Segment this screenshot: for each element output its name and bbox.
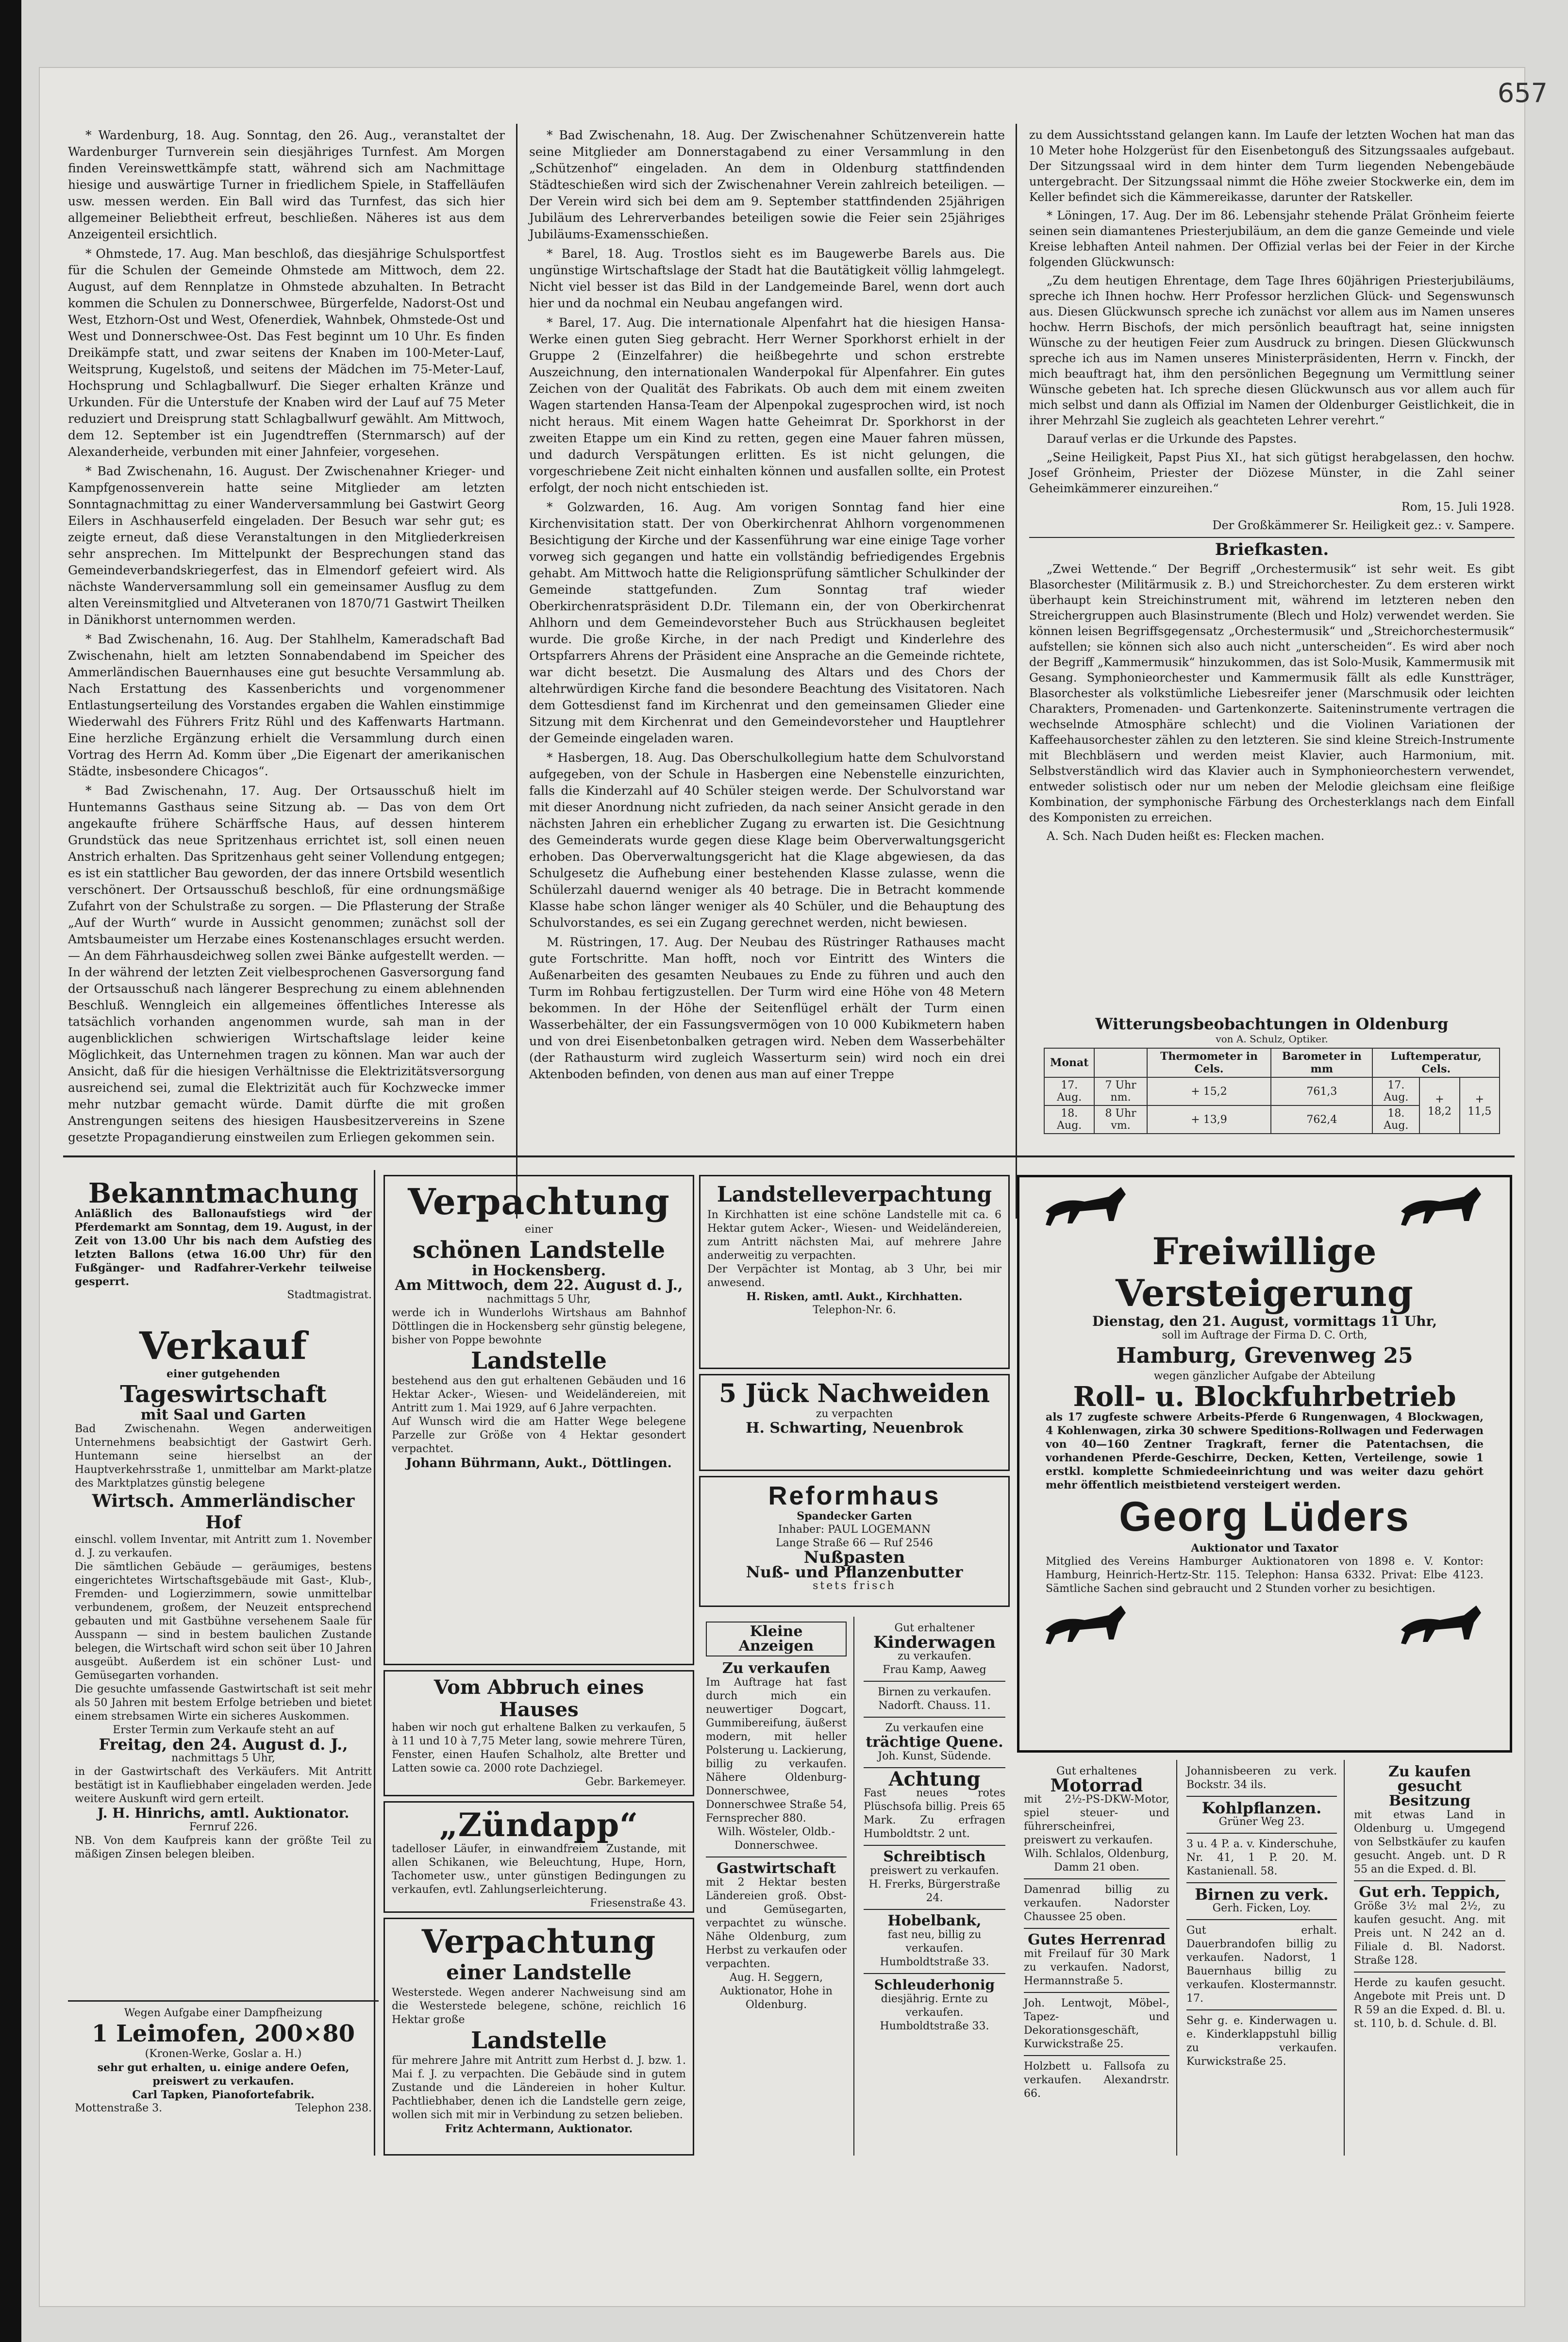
weather-cell: 17. Aug. (1372, 1077, 1419, 1105)
separator (864, 1845, 1005, 1846)
moebel-text: Joh. Lentwojt, Möbel-, Tapez- und Dekorationsgeschäft, Kurwickstraße 25. (1024, 1997, 1169, 2050)
article-schuetzen: * Bad Zwischenahn, 18. Aug. Der Zwischenahner Schützenverein hatte seine Mitglieder am Donnerstagabend zu einer Versammlung in den „Schützenhof“ eingeladen. An dem in Oldenburg stattfindenden Städteschießen wird sich der Zwischenahner Verein zahlreich beteiligen. — Der Verein wird sich bei dem am 9. September stattfindenden 25jährigen Jubiläum des Lehrerverbandes beteiligen sowie die Feier sein 25jähriges Jubiläums-Examensschießen. (529, 128, 1005, 241)
ad-verpachtung-1-title: Verpachtung (408, 1181, 670, 1223)
column-1 (68, 127, 505, 1220)
article-ruestringen: M. Rüstringen, 17. Aug. Der Neubau des Rüstringer Rathauses macht gute Fortschritte. Man hofft, noch vor Eintritt des Winters die Außenarbeiten des gesamten Neubaues zu Ende zu führen und auch den Turm im Rohbau fertigzustellen. Der Turm wird eine Höhe von 48 Metern bekommen. In der Höhe der Seitenflügel erhält der Turm einen Wasserbehälter, der ein Fassungsvermögen von 10 000 Kubikmetern haben und von drei Eisenbetonbalken getragen wird. Neben dem Wasserbehälter (der Rathausturm wird zugleich Wasserturm sein) wird noch ein drei Aktenboden befinden, von denen aus man auf einer Treppe (529, 935, 1005, 1081)
separator (1024, 1992, 1169, 1993)
weather-header-time (1094, 1048, 1147, 1077)
ad-reformhaus-sub: Spandecker Garten (797, 1510, 912, 1522)
ad-verpachtung-2 (384, 1918, 694, 2156)
ad-zuendapp-title: „Zündapp“ (439, 1806, 639, 1844)
article-alpenfahrt: * Barel, 17. Aug. Die internationale Alpenfahrt hat die hiesigen Hansa-Werke einen guten Sieg gebracht. Herr Werner Sporkhorst erhielt in der Gruppe 2 (Einzelfahrer) die heißbegehrte und schon erstrebte Auszeichnung, den internationalen Wanderpokal für Alpenfahrer. Ein gutes Zeichen von der Qualität des Fabrikats. Ob auch dem mit einem zweiten Wagen startenden Hansa-Team der Alpenpokal zugesprochen wird, ist noch nicht heraus. Mit einem Wagen hatte Geheimrat Dr. Sporkhorst in der zweiten Etappe um ein Kind zu retten, gegen eine Mauer fahren müssen, und dadurch Verspätungen erlitten. Es ist nicht gelungen, die vorgeschriebene Zeit nicht einhalten können und ausfallen sollte, ein Protest erfolgt, der noch nicht entschieden ist. (529, 316, 1005, 495)
signature-sampere: Der Großkämmerer Sr. Heiligkeit gez.: v. Sampere. (1212, 519, 1515, 532)
weather-cell: 17. Aug. (1044, 1077, 1094, 1105)
ad-versteigerung-text3: als 17 zugfeste schwere Arbeits-Pferde 6 Rungenwagen, 4 Blockwagen, 4 Kohlenwagen, zirka 30 schwere Speditions-Rollwagen und Federwagen von 40—160 Zentner Tragkraft, ferner die Patentachsen, die vorhandenen Pferde-Geschirre, Decken, Ketten, Verteilenge, sowie 1 erstkl. komplette Schmiedeeinrichtung und was weiter dazu gehört mehr öffentlich meistbietend versteigert werden. (1046, 1411, 1484, 1491)
hobelbank-text: fast neu, billig zu verkaufen. (887, 1929, 982, 1955)
kinderwagen-sign: Frau Kamp, Aaweg (883, 1664, 986, 1676)
small-ads-col-3 (1347, 1760, 1512, 2156)
ad-verkauf-title: Verkauf (139, 1324, 307, 1368)
article-loeningen: * Löningen, 17. Aug. Der im 86. Lebensjahr stehende Prälat Grönheim feierte seinen sein diamantenes Priesterjubiläum, an dem die ganze Gemeinde und viele Kreise lebhaften Anteil nahmen. Der Offizial verlas bei der Feier in der Kirche folgenden Glückwunsch: (1029, 209, 1515, 269)
ofen-text: Gut erhalt. Dauerbrandofen billig zu verkaufen. Nadorst, 1 Bauernhaus billig zu verkaufen. Klostermannstr. 17. (1186, 1924, 1337, 2005)
ad-zuendapp-addr: Friesenstraße 43. (590, 1897, 686, 1909)
ad-versteigerung-text2: wegen gänzlicher Aufgabe der Abteilung (1153, 1370, 1376, 1382)
ad-verpachtung-1-date: Am Mittwoch, dem 22. August d. J., (395, 1277, 683, 1294)
small-ads-col-2 (1180, 1760, 1345, 2156)
ad-verpachtung-1-text: werde ich in Wunderlohs Wirtshaus am Bahnhof Döttlingen die in Hockensberg sehr günstig belegene, bisher von Poppe bewohnte (392, 1307, 686, 1346)
ad-verpachtung-2-title2: einer Landstelle (446, 1960, 632, 1984)
herrenrad-title: Gutes Herrenrad (1028, 1931, 1166, 1948)
ad-verpachtung-2-title: Verpachtung (421, 1923, 656, 1960)
teppich-title: Gut erh. Teppich, (1359, 1884, 1501, 1901)
article-ortsausschuss: * Bad Zwischenahn, 17. Aug. Der Ortsausschuß hielt im Huntemanns Gasthaus seine Sitzung ab. — Das von dem Ort angekaufte frühere Schärffsche Haus, auf dessen hinterem Grundstück das neue Spritzenhaus errichtet ist, soll einen neuen Anstrich erhalten. Das Spritzenhaus geht seiner Vollendung entgegen; es ist ein stattlicher Bau geworden, der das innere Ortsbild wesentlich verschönert. Der Ortsausschuß beschloß, für eine ordnungsmäßige Zufahrt von der Schulstraße zu sorgen. — Die Pflasterung der Straße „Auf der Wurth“ wurde in Aussicht genommen; zunächst soll der Amtsbaumeister um Herzabe eines Kostenanschlages ersucht werden. — An dem Fährhausdeichweg sollen zwei Bänke aufgestellt werden. — In der während der letzten Zeit vielbesprochenen Gasversorgung fand der Ortsausschuß nach längerer Besprechung zu einem ablehnenden Beschluß. Wenngleich ein allgemeines öffentliches Interesse als tatsächlich vorhanden angenommen wurde, sah man in der augenblicklichen schwierigen Wirtschaftslage leider keine Möglichkeit, das Unternehmen tragen zu können. Man war auch der Ansicht, daß für die hiesigen Verhältnisse die Elektrizitätsversorgung ausreichend sei, zumal die Elektrizität auch für Kochzwecke immer mehr nutzbar gemacht würde. Damit dürfte die mit großen Anstrengungen seitens des hiesigen Hausbesitzervereins in Szene gesetzte Propagandierung einstweilen zum Erliegen gekommen sein. (68, 784, 505, 1144)
ad-abbruch-text: haben wir noch gut erhaltene Balken zu verkaufen, 5 à 11 und 10 à 7,75 Meter lang, sowie mehrere Türen, Fenster, einen Haufen Schalholz, alte Bretter und Latten sowie ca. 2000 rote Dachziegel. (392, 1722, 686, 1774)
separator (1186, 2009, 1337, 2010)
article-stahlhelm: * Bad Zwischenahn, 16. Aug. Der Stahlhelm, Kameradschaft Bad Zwischenahn, hielt am letzten Sonnabendabend im Speicher des Ammerländischen Bauernhauses eine gut besuchte Versammlung ab. Nach Erstattung des Kassenberichts und vorgenommener Entlastungserteilung des Vorstandes ergaben die Wahlen einstimmige Wiederwahl des Führers Fritz Rühl und des Kaffenwarts Hartmann. Eine herzliche Ergänzung erhielt die Versammlung durch einen Vortrag des Herrn Ad. Komm über „Die Eigenart der amerikanischen Städte, insbesondere Chicagos“. (68, 632, 505, 778)
ad-landstelleverpachtung (699, 1175, 1010, 1369)
kaufgesucht-sub: Besitzung (1388, 1792, 1471, 1809)
ad-bekanntmachung-sign: Stadtmagistrat. (287, 1289, 372, 1301)
weather-header-air: Luftemperatur, Cels. (1372, 1048, 1500, 1077)
ad-reformhaus-owner: Inhaber: PAUL LOGEMANN (778, 1523, 931, 1536)
ad-verpachtung-1-sub2: in Hockensberg. (471, 1262, 606, 1279)
ad-nachweiden-sub: zu verpachten (816, 1408, 893, 1420)
kaufgesucht-title: Zu kaufen gesucht (1388, 1763, 1471, 1795)
kaufgesucht-text: mit etwas Land in Oldenburg u. Umgegend von Selbstkäufer zu kaufen gesucht. Angeb. unt. D R 55 an die Exped. d. Bl. (1354, 1809, 1505, 1875)
ad-verkauf-nb: NB. Von dem Kaufpreis kann der größte Teil zu mäßigen Zinsen belegen bleiben. (75, 1835, 372, 1860)
horse-row-top (1026, 1182, 1503, 1231)
ad-reformhaus-sub2: stets frisch (813, 1580, 896, 1592)
quene-sign: Joh. Kunst, Südende. (878, 1750, 991, 1762)
ad-verkauf-title3: Wirtsch. Ammerländischer Hof (92, 1491, 355, 1533)
article-golzwarden: * Golzwarden, 16. Aug. Am vorigen Sonntag fand hier eine Kirchenvisitation statt. Der von Oberkirchenrat Ahlhorn vorgenommenen Besichtigung der Kirche und der Kassenführung war eine einige Tage vorher vorweg sich gegangen und hatte ein vollständig befriedigendes Ergebnis gehabt. Am Mittwoch hatte die Religionsprüfung sämtlicher Schulkinder der Gemeinde stattgefunden. Zum Sonntag traf wieder Oberkirchenratspräsident D.Dr. Tilemann ein, der von Oberkirchenrat Ahlhorn und dem Gemeindevorsteher Buch aus Strückhausen begleitet wurde. Die große Kirche, in der nach Predigt und Kinderlehre des Ortspfarrers Ahrens der Präsident eine Ansprache an die Gemeinde richtete, war dicht besetzt. Die Ausmalung des Altars und des Chors der altehrwürdigen Kirche fand die besondere Beachtung des Visitatoren. Nach dem Gottesdienst fand im Kirchenrat und den gemeinsamen Glieder eine Sitzung mit dem Kirchenrat und den Gemeindevorsteher und Hauptlehrer der Gemeinde eingeladen waren. (529, 500, 1005, 745)
kinderwagen-text: zu verkaufen. (898, 1650, 971, 1662)
small-ads-col-1 (1017, 1760, 1177, 2156)
weather-cell: 18. Aug. (1372, 1105, 1419, 1134)
date-rom: Rom, 15. Juli 1928. (1401, 500, 1515, 514)
ad-verpachtung-2-agent: Fritz Achtermann, Auktionator. (445, 2123, 633, 2135)
ad-bekanntmachung (68, 1175, 379, 1311)
ad-abbruch-title: Vom Abbruch eines Hauses (434, 1676, 644, 1721)
honig-title: Schleuderhonig (874, 1977, 995, 1993)
separator (1024, 1928, 1169, 1929)
article-hasbergen: * Hasbergen, 18. Aug. Das Oberschulkollegium hatte dem Schulvorstand aufgegeben, von der Schule in Hasbergen eine Nebenstelle einzurichten, falls die Kinderzahl auf 40 Schüler steigen werde. Der Schulvorstand war mit dieser Anordnung nicht zufrieden, da nach seiner Ansicht gerade in den nächsten Jahren ein erheblicher Zugang zu erwarten ist. Die Gesichtnung des Gemeinderats wurde gegen diese Klage beim Oberverwaltungsgericht erhoben. Das Oberverwaltungsgericht hat die Klage abgewiesen, da das Schulgesetz die Aufhebung einer bestehenden Klasse zulasse, wenn die Schülerzahl dauernd weniger als 40 betrage. Die in Betracht kommende Klasse habe schon länger weniger als 40 Schüler, und die Behauptung des Schulvorstandes, es sei ein Zugang gerechnet werden, nicht bewiesen. (529, 751, 1005, 930)
ad-verpachtung-1-text2: bestehend aus den gut erhaltenen Gebäuden und 16 Hektar Acker-, Wiesen- und Weideländereien, mit Antritt zum 1. Mai 1929, auf 6 Jahre verpachten. (392, 1375, 686, 1414)
column-2 (529, 127, 1005, 1220)
ad-versteigerung-text4: Mitglied des Vereins Hamburger Auktionatoren von 1898 e. V. Kontor: Hamburg, Heinrich-Hertz-Str. 115. Telephon: Hansa 6332. Privat: Elbe 4123. Sämtliche Sachen sind gebraucht und 2 Stunden vorher zu besichtigen. (1046, 1556, 1484, 1595)
motorrad-title: Motorrad (1050, 1775, 1143, 1796)
motorrad-sign: Wilh. Schlalos, Oldenburg, Damm 21 oben. (1024, 1848, 1169, 1874)
achtung-title: Achtung (888, 1768, 981, 1790)
kinderwagen2-text: Sehr g. e. Kinderwagen u. e. Kinderklappstuhl billig zu verkaufen. Kurwickstraße 25. (1186, 2015, 1337, 2068)
horse-row-bottom (1026, 1601, 1503, 1649)
ad-verkauf-agent: J. H. Hinrichs, amtl. Auktionator. (97, 1805, 350, 1821)
quote-papst: „Seine Heiligkeit, Papst Pius XI., hat sich gütigst herabgelassen, den hochw. Josef Grönheim, Priester der Diözese Münster, in die Zahl seiner Geheimkämmerer einzureihen.“ (1029, 451, 1515, 495)
separator (1186, 1919, 1337, 1920)
ad-versteigerung-agent-sub: Auktionator und Taxator (1191, 1542, 1338, 1555)
ad-leimofen (68, 2000, 379, 2156)
ad-verpachtung-1-sub1: einer (525, 1223, 553, 1236)
weather-cell: + 18,2 (1419, 1077, 1459, 1134)
ad-verpachtung-2-text: Westerstede. Wegen anderer Nachweisung sind am die Westerstede belegene, schöne, reichlich 16 Hektar große (392, 1987, 686, 2026)
ad-verkauf-date2: nachmittags 5 Uhr, (171, 1752, 275, 1764)
achtung-text: Fast neues rotes Plüschsofa billig. Preis 65 Mark. Zu erfragen Humboldtstr. 2 unt. (864, 1787, 1005, 1840)
ad-verpachtung-2-title3: Landstelle (470, 2027, 607, 2054)
ad-verpachtung-1-title2: schönen Landstelle (412, 1237, 666, 1264)
horse-icon (1396, 1601, 1488, 1649)
weather-cell: + 15,2 (1147, 1077, 1271, 1105)
ad-leimofen-tel: Telephon 238. (295, 2102, 372, 2114)
birnen2-sign: Gerh. Ficken, Loy. (1212, 1902, 1311, 1914)
ad-abbruch-firm: Gebr. Barkemeyer. (585, 1776, 686, 1788)
ad-nachweiden-title: 5 Jück Nachweiden (718, 1379, 990, 1408)
weather-header-baro: Barometer in mm (1271, 1048, 1372, 1077)
separator (1186, 1882, 1337, 1883)
article-ohmstede: * Ohmstede, 17. Aug. Man beschloß, das diesjährige Schulsportfest für die Schulen der Gemeinde Ohmstede am Mittwoch, dem 22. August, auf dem Rennplatze in Ohmstede abzuhalten. In Betracht kommen die Schulen zu Donnerschwee, Bürgerfelde, Nadorst-Ost und West, Etzhorn-Ost und West, Ofenerdiek, Wahnbek, Ohmstede-Ost und West und Donnerschwee-Ost. Das Fest beginnt um 10 Uhr. Es finden Dreikämpfe statt, und zwar seitens der Knaben im 100-Meter-Lauf, Weitsprung, Kugelstoß, und seitens der Mädchen im 75-Meter-Lauf, Hochsprung und Schlagballwurf. Die Sieger erhalten Kränze und Urkunden. Für die Unterstufe der Knaben wird der Lauf auf 75 Meter reduziert und Dreisprung statt Schlagballwurf gewählt. Am Mittwoch, dem 12. September ist ein Jugendtreffen (Sternmarsch) auf der Alexanderheide, verbunden mit einer Jahnfeier, vorgesehen. (68, 247, 505, 459)
ad-verkauf (68, 1321, 379, 1991)
weather-title: Witterungsbeobachtungen in Oldenburg (1095, 1015, 1449, 1033)
kohlpflanzen-title: Kohlpflanzen. (1201, 1799, 1322, 1817)
separator (864, 1717, 1005, 1718)
hobelbank-title: Hobelbank, (887, 1912, 982, 1929)
briefkasten-note: A. Sch. Nach Duden heißt es: Flecken machen. (1047, 829, 1325, 843)
horse-icon (1396, 1182, 1488, 1231)
ad-versteigerung-title: Freiwillige Versteigerung (1116, 1230, 1414, 1315)
page-number: 657 (1497, 78, 1548, 108)
kleine-ad-1-sign: Wilh. Wösteler, Oldb.-Donnerschwee. (717, 1826, 835, 1852)
weather-cell: 8 Uhr vm. (1094, 1105, 1147, 1134)
weather-cell: 18. Aug. (1044, 1105, 1094, 1134)
ad-verkauf-phone: Fernruf 226. (189, 1821, 258, 1833)
ad-landstelleverpachtung-text2: Der Verpächter ist Montag, ab 3 Uhr, bei mir anwesend. (707, 1263, 1001, 1289)
ad-landstelleverpachtung-title: Landstelleverpachtung (717, 1182, 992, 1207)
weather-table (1044, 1048, 1500, 1134)
quene-intro: Zu verkaufen eine (885, 1722, 984, 1734)
honig-text: diesjährig. Ernte zu verkaufen. (881, 1993, 988, 2019)
article-wardenburg: * Wardenburg, 18. Aug. Sonntag, den 26. Aug., veranstaltet der Wardenburger Turnverein sein diesjähriges Turnfest. Am Morgen finden Vereinswettkämpfe statt, während sich am Nachmittage hiesige und auswärtige Turner in friedlichem Spiele, in Staffelläufen usw. messen werden. Ein Ball wird das Turnfest, das sich hier allgemeiner Beliebtheit erfreut, beschließen. Näheres ist aus dem Anzeigenteil ersichtlich. (68, 128, 505, 241)
weather-cell: 7 Uhr nm. (1094, 1077, 1147, 1105)
ad-nachweiden-agent: H. Schwarting, Neuenbrok (746, 1420, 963, 1437)
kleine-ad-2-text: mit 2 Hektar besten Ländereien groß. Obst- und Gemüsegarten, verpachtet zu wünsche. Nähe Oldenburg, zum Herbst zu verkaufen oder verpachten. (706, 1876, 847, 1970)
ad-verkauf-text5: in der Gastwirtschaft des Verkäufers. Mit Antritt bestätigt ist in Kaufliebhaber eingeladen werden. Jede weitere Auskunft wird gern erteilt. (75, 1766, 372, 1805)
ad-leimofen-text: sehr gut erhalten, u. einige andere Oefen, preiswert zu verkaufen. (97, 2061, 350, 2088)
briefkasten-title: Briefkasten. (1215, 540, 1329, 559)
ad-verpachtung-1-time: nachmittags 5 Uhr, (487, 1293, 591, 1305)
kohlpflanzen-text: Grüner Weg 23. (1218, 1816, 1305, 1828)
ad-verkauf-text1: Bad Zwischenahn. Wegen anderweitigen Unternehmens beabsichtigt der Gastwirt Gerh. Huntemann seine hierselbst an der Hauptverkehrsstraße 1, unmittelbar am Markt-platze des Marktplatzes günstig belegene (75, 1423, 372, 1489)
ad-nachweiden (699, 1374, 1010, 1471)
ad-verpachtung-1-text3: Auf Wunsch wird die am Hatter Wege belegene Parzelle zur Größe von 4 Hektar gesondert verpachtet. (392, 1416, 686, 1455)
ad-verpachtung-1-title3: Landstelle (470, 1347, 607, 1374)
weather-cell: + 11,5 (1460, 1077, 1500, 1134)
quene-title: trächtige Quene. (866, 1734, 1003, 1751)
birnen2-title: Birnen zu verk. (1195, 1885, 1329, 1904)
ad-verkauf-text4: Die gesuchte umfassende Gastwirtschaft ist seit mehr als 50 Jahren mit bestem Erfolge betrieben und bietet einem strebsamen Wirte ein sicheres Auskommen. (75, 1683, 372, 1723)
text-papst: Darauf verlas er die Urkunde des Papstes. (1047, 432, 1297, 446)
ad-versteigerung-text: soll im Auftrage der Firma D. C. Orth, (1162, 1329, 1368, 1341)
schreibtisch-title: Schreibtisch (883, 1848, 986, 1865)
horse-icon (1041, 1182, 1133, 1231)
separator (864, 1909, 1005, 1910)
ad-leimofen-title: 1 Leimofen, 200×80 (91, 2020, 355, 2047)
ad-verkauf-title2: Tageswirtschaft (120, 1381, 327, 1408)
kleine-ad-1-text: Im Auftrage hat fast durch mich ein neuwertiger Dogcart, Gummibereifung, äußerst modern, mit heller Polsterung u. Lackierung, billig zu verkaufen. Nähere Oldenburg-Donnerschwee, Donnerschwee Straße 54, Fernsprecher 880. (706, 1676, 847, 1824)
ad-verkauf-sub1: einer gutgehenden (167, 1368, 280, 1380)
column-rule-2 (1016, 124, 1017, 1219)
honig-sign: Humboldtstraße 33. (880, 2020, 989, 2032)
scan-left-edge (0, 0, 21, 2342)
ad-verkauf-text3: Die sämtlichen Gebäude — geräumiges, bestens eingerichtetes Wirtschaftsgebäude mit Gast-, Klub-, Fremden- und Logierzimmern, sowie unmittelbar verbundenem, großem, der Neuzeit entsprechend gebauten und mit Gastbühne versehenem Saale für Ausspann — sind in bestem baulichen Zustande belegen, die Wirtschaft wird schon seit über 10 Jahren ausgeübt. Außerdem ist ein schöner Lust- und Gemüsegarten vorhanden. (75, 1561, 372, 1682)
separator (1354, 1972, 1505, 1973)
separator (1029, 537, 1515, 538)
ad-verkauf-date-intro: Erster Termin zum Verkaufe steht an auf (113, 1724, 334, 1736)
kinderwagen-title: Kinderwagen (873, 1633, 996, 1652)
herde-text: Herde zu kaufen gesucht. Angebote mit Preis unt. D R 59 an die Exped. d. Bl. u. st. 110, b. d. Schule. d. Bl. (1354, 1977, 1505, 2030)
briefkasten-text: „Zwei Wettende.“ Der Begriff „Orchestermusik“ ist sehr weit. Es gibt Blasorchester (Militärmusik z. B.) und Streichorchester. Zu dem ersteren wirkt überhaupt kein Streichinstrument mit, während im letzteren neben den Streichergruppen auch Blasinstrumente (Blech und Holz) verwendet werden. Sie können leisen Begriffsgegensatz „Orchestermusik“ und „Streichorchestermusik“ aufstellen; sie können sich also auch nicht „unterscheiden“. Es wird aber noch der Begriff „Kammermusik“ hinzukommen, das ist Solo-Musik, Kammermusik mit Gesang. Symphonieorchester und Kammermusik fällt als edle Kunstträger, Blasorchester als volkstümliche Liebesreifer jener (Marschmusik oder leichten Charakters, Promenaden- und Gartenkonzerte. Saiteninstrumente vertragen die wechselnde Atmosphäre schlecht) und die Violinen Variationen der Kaffeehausorchester zählen zu den letzteren. Sie sind kleine Streich-Instrumente mit Blechbläsern und werden meist Klavier, auch Harmonium, mit. Selbstverständlich wird das Klavier auch in Symphonieorchestern verwendet, entweder solistisch oder nur um neben der Melodie gleichsam eine fleißige Kombination, der symphonische Färbung des Orchesterklangs nach dem Einfall des Komponisten zu erreichen. (1029, 562, 1515, 824)
kleine-anzeigen-right (857, 1617, 1012, 2156)
column-3 (1029, 127, 1515, 1050)
separator (864, 1973, 1005, 1974)
hobelbank-sign: Humboldtstraße 33. (880, 1956, 989, 1968)
kinderwagen-intro: Gut erhaltener (894, 1622, 975, 1634)
ad-zuendapp-text: tadelloser Läufer, in einwandfreiem Zustande, mit allen Schikanen, wie Beleuchtung, Hupe, Horn, Tachometer usw., unter günstigen Bedingungen zu verkaufen, evtl. Zahlungserleichterung. (392, 1843, 686, 1896)
article-krieger: * Bad Zwischenahn, 16. August. Der Zwischenahner Krieger- und Kampfgenossenverein hatte seine Mitglieder am letzten Sonntagnachmittag zu einer Wanderversammlung bei Gastwirt Georg Eilers in Aschhauserfeld eingeladen. Der Besuch war sehr gut; es zeigte erneut, daß diese Veranstaltungen in den Mitgliederkreisen sehr ansprechen. Im Mittelpunkt der Besprechungen stand das Gemeindeverbandskriegerfest, das in Elmendorf gefeiert wird. Als nächste Wanderversammlung soll ein gemeinsamer Ausflug zu dem alten Vereinsmitglied und Altveteranen von 1870/71 Gastwirt Theilken in Dänikhorst unternommen werden. (68, 464, 505, 627)
kleine-ad-2-sign: Aug. H. Seggern, Auktionator, Hohe in Oldenburg. (720, 1972, 833, 2011)
weather-cell: 762,4 (1271, 1105, 1372, 1134)
ad-leimofen-intro: Wegen Aufgabe einer Dampfheizung (124, 2007, 323, 2019)
kleine-anzeigen-left (699, 1617, 854, 2156)
ad-versteigerung-city: Hamburg, Grevenweg 25 (1116, 1343, 1413, 1368)
weather-cell: 761,3 (1271, 1077, 1372, 1105)
ad-leimofen-firm: Carl Tapken, Pianofortefabrik. (132, 2089, 315, 2101)
weather-cell: + 13,9 (1147, 1105, 1271, 1134)
ad-verpachtung-1 (384, 1175, 694, 1665)
ad-zuendapp (384, 1801, 694, 1913)
ad-verpachtung-2-text2: für mehrere Jahre mit Antritt zum Herbst d. J. bzw. 1. Mai f. J. zu verpachten. Die Gebäude sind in gutem Zustande und die Ländereien in hoher Kultur. Pachtliebhaber, denen ich die Landstelle gern zeige, wollen sich mit mir in Verbindung zu setzen belieben. (392, 2055, 686, 2121)
ad-versteigerung-title2: Roll- u. Blockfuhrbetrieb (1073, 1381, 1456, 1413)
schuhe-text: 3 u. 4 P. a. v. Kinderschuhe, Nr. 41, 1 P. 20. M. Kastanienall. 58. (1186, 1838, 1337, 1877)
ad-leimofen-sub: (Kronen-Werke, Goslar a. H.) (145, 2048, 302, 2060)
column-rule-1 (516, 124, 517, 1219)
horse-icon (1041, 1601, 1133, 1649)
schreibtisch-sign: H. Frerks, Bürgerstraße 24. (868, 1878, 1001, 1904)
separator (1186, 1833, 1337, 1834)
ad-leimofen-addr: Mottenstraße 3. (75, 2102, 163, 2114)
article-barel-bau: * Barel, 18. Aug. Trostlos sieht es im Baugewerbe Barels aus. Die ungünstige Wirtschaftslage der Stadt hat die Bautätigkeit völlig lahmgelegt. Nicht viel besser ist das Bild in der Landgemeinde Barel, wenn dort auch hier und da nochmal ein Neubau angefangen wird. (529, 247, 1005, 310)
ad-verpachtung-1-agent: Johann Bührmann, Aukt., Döttlingen. (406, 1456, 672, 1471)
schreibtisch-text: preiswert zu verkaufen. (870, 1865, 999, 1877)
motorrad-text: mit 2½-PS-DKW-Motor, spiel steuer- und führerscheinfrei, preiswert zu verkaufen. (1024, 1793, 1169, 1846)
separator (1354, 1880, 1505, 1881)
ad-bekanntmachung-text: Anläßlich des Ballonaufstiegs wird der Pferdemarkt am Sonntag, dem 19. August, in der Zeit von 13.00 Uhr bis nach dem Aufstieg des letzten Ballons (etwa 16.00 Uhr) für den Fußgänger- und Radfahrer-Verkehr teilweise gesperrt. (75, 1207, 372, 1288)
separator (1024, 2055, 1169, 2056)
johannisbeeren-text: Johannisbeeren zu verk. Bockstr. 34 ils. (1186, 1765, 1337, 1791)
teppich-text: Größe 3½ mal 2½, zu kaufen gesucht. Ang. mit Preis unt. N 242 an d. Filiale d. Bl. Nadorst. Straße 128. (1354, 1900, 1505, 1967)
section-rule (63, 1155, 1515, 1157)
ad-versteigerung (1017, 1175, 1512, 1753)
ad-landstelleverpachtung-agent: H. Risken, amtl. Aukt., Kirchhatten. (746, 1290, 963, 1303)
kleine-ad-2-title: Gastwirtschaft (717, 1860, 836, 1877)
ad-versteigerung-agent: Georg Lüders (1119, 1493, 1410, 1540)
weather-header-month: Monat (1044, 1048, 1094, 1077)
kleine-ad-1-title: Zu verkaufen (722, 1660, 831, 1677)
ad-verkauf-text2: einschl. vollem Inventar, mit Antritt zum 1. November d. J. zu verkaufen. (75, 1534, 372, 1559)
ad-reformhaus-title2: Nußpasten (803, 1548, 905, 1567)
ad-verkauf-date: Freitag, den 24. August d. J., (99, 1735, 348, 1754)
holzbett-text: Holzbett u. Fallsofa zu verkaufen. Alexandrstr. 66. (1024, 2060, 1169, 2100)
ad-reformhaus-title3: Nuß- und Pflanzenbutter (746, 1563, 963, 1581)
weather-header-thermo: Thermometer in Cels. (1147, 1048, 1271, 1077)
separator (1024, 1878, 1169, 1879)
quote-glueckwunsch: „Zu dem heutigen Ehrentage, dem Tage Ihres 60jährigen Priesterjubiläums, spreche ich Ihnen hochw. Herr Professor herzlichen Glück- und Segenswunsch aus. Diesen Glückwunsch spreche ich zunächst vor allem aus im Namen unseres hochw. Herrn Bischofs, der mich persönlich beauftragt hat, seine innigsten Wünsche zu der heutigen Feier zum Ausdruck zu bringen. Diesen Glückwunsch spreche ich aus im Namen unseres Ministerpräsidenten, Herrn v. Finckh, der mich beauftragt hat, ihm den persönlichen Begegnung um Vermittlung seiner Wünsche gebeten hat. Ich spreche diesen Glückwunsch aus vor allem auch für mich selbst und dann als Offizial im Namen der Oldenburger Geistlichkeit, die in ihrer Mehrzahl Sie zugleich als geachteten Lehrer verehrt.“ (1029, 274, 1515, 427)
herrenrad-text: mit Freilauf für 30 Mark zu verkaufen. Nadorst, Hermannstraße 5. (1024, 1948, 1169, 1987)
ad-reformhaus (699, 1476, 1010, 1607)
ad-reformhaus-title: Reformhaus (768, 1481, 941, 1510)
birnen-text: Birnen zu verkaufen. Nadorft. Chauss. 11. (878, 1686, 991, 1712)
ad-verkauf-sub2: mit Saal und Garten (140, 1406, 306, 1423)
weather-byline: von A. Schulz, Optiker. (1216, 1033, 1328, 1045)
ad-landstelleverpachtung-text: In Kirchhatten ist eine schöne Landstelle mit ca. 6 Hektar gutem Acker-, Wiesen- und Weideländereien, zum Antritt nächsten Mai, auf mehrere Jahre anderweitig zu verpachten. (707, 1209, 1001, 1262)
weather-box (1044, 1015, 1500, 1134)
ad-landstelleverpachtung-tel: Telephon-Nr. 6. (813, 1304, 896, 1316)
separator (864, 1681, 1005, 1682)
motorrad-intro: Gut erhaltenes (1056, 1765, 1137, 1777)
ad-abbruch (384, 1670, 694, 1796)
ad-leimofen-contact (75, 2102, 372, 2115)
ad-bekanntmachung-title: Bekanntmachung (88, 1177, 359, 1209)
separator (1186, 1796, 1337, 1797)
ad-versteigerung-date: Dienstag, den 21. August, vormittags 11 Uhr, (1092, 1313, 1437, 1329)
ad-rule-a (374, 1170, 375, 2156)
damenrad-text: Damenrad billig zu verkaufen. Nadorster Chaussee 25 oben. (1024, 1884, 1169, 1923)
article-rathaus-cont: zu dem Aussichtsstand gelangen kann. Im Laufe der letzten Wochen hat man das 10 Meter hohe Holzgerüst für den Eisenbetonguß des Sitzungssaales aufgebaut. Der Sitzungssaal wird in dem hinter dem Turm liegenden Nebengebäude untergebracht. Der Sitzungssaal nimmt die Höhe zweier Stockwerke ein, dem im Keller befindet sich die Kämmereikasse, darunter der Ratskeller. (1029, 128, 1515, 204)
kleine-anzeigen-header: Kleine Anzeigen (706, 1622, 847, 1656)
ad-reformhaus-addr: Lange Straße 66 — Ruf 2546 (775, 1537, 934, 1549)
